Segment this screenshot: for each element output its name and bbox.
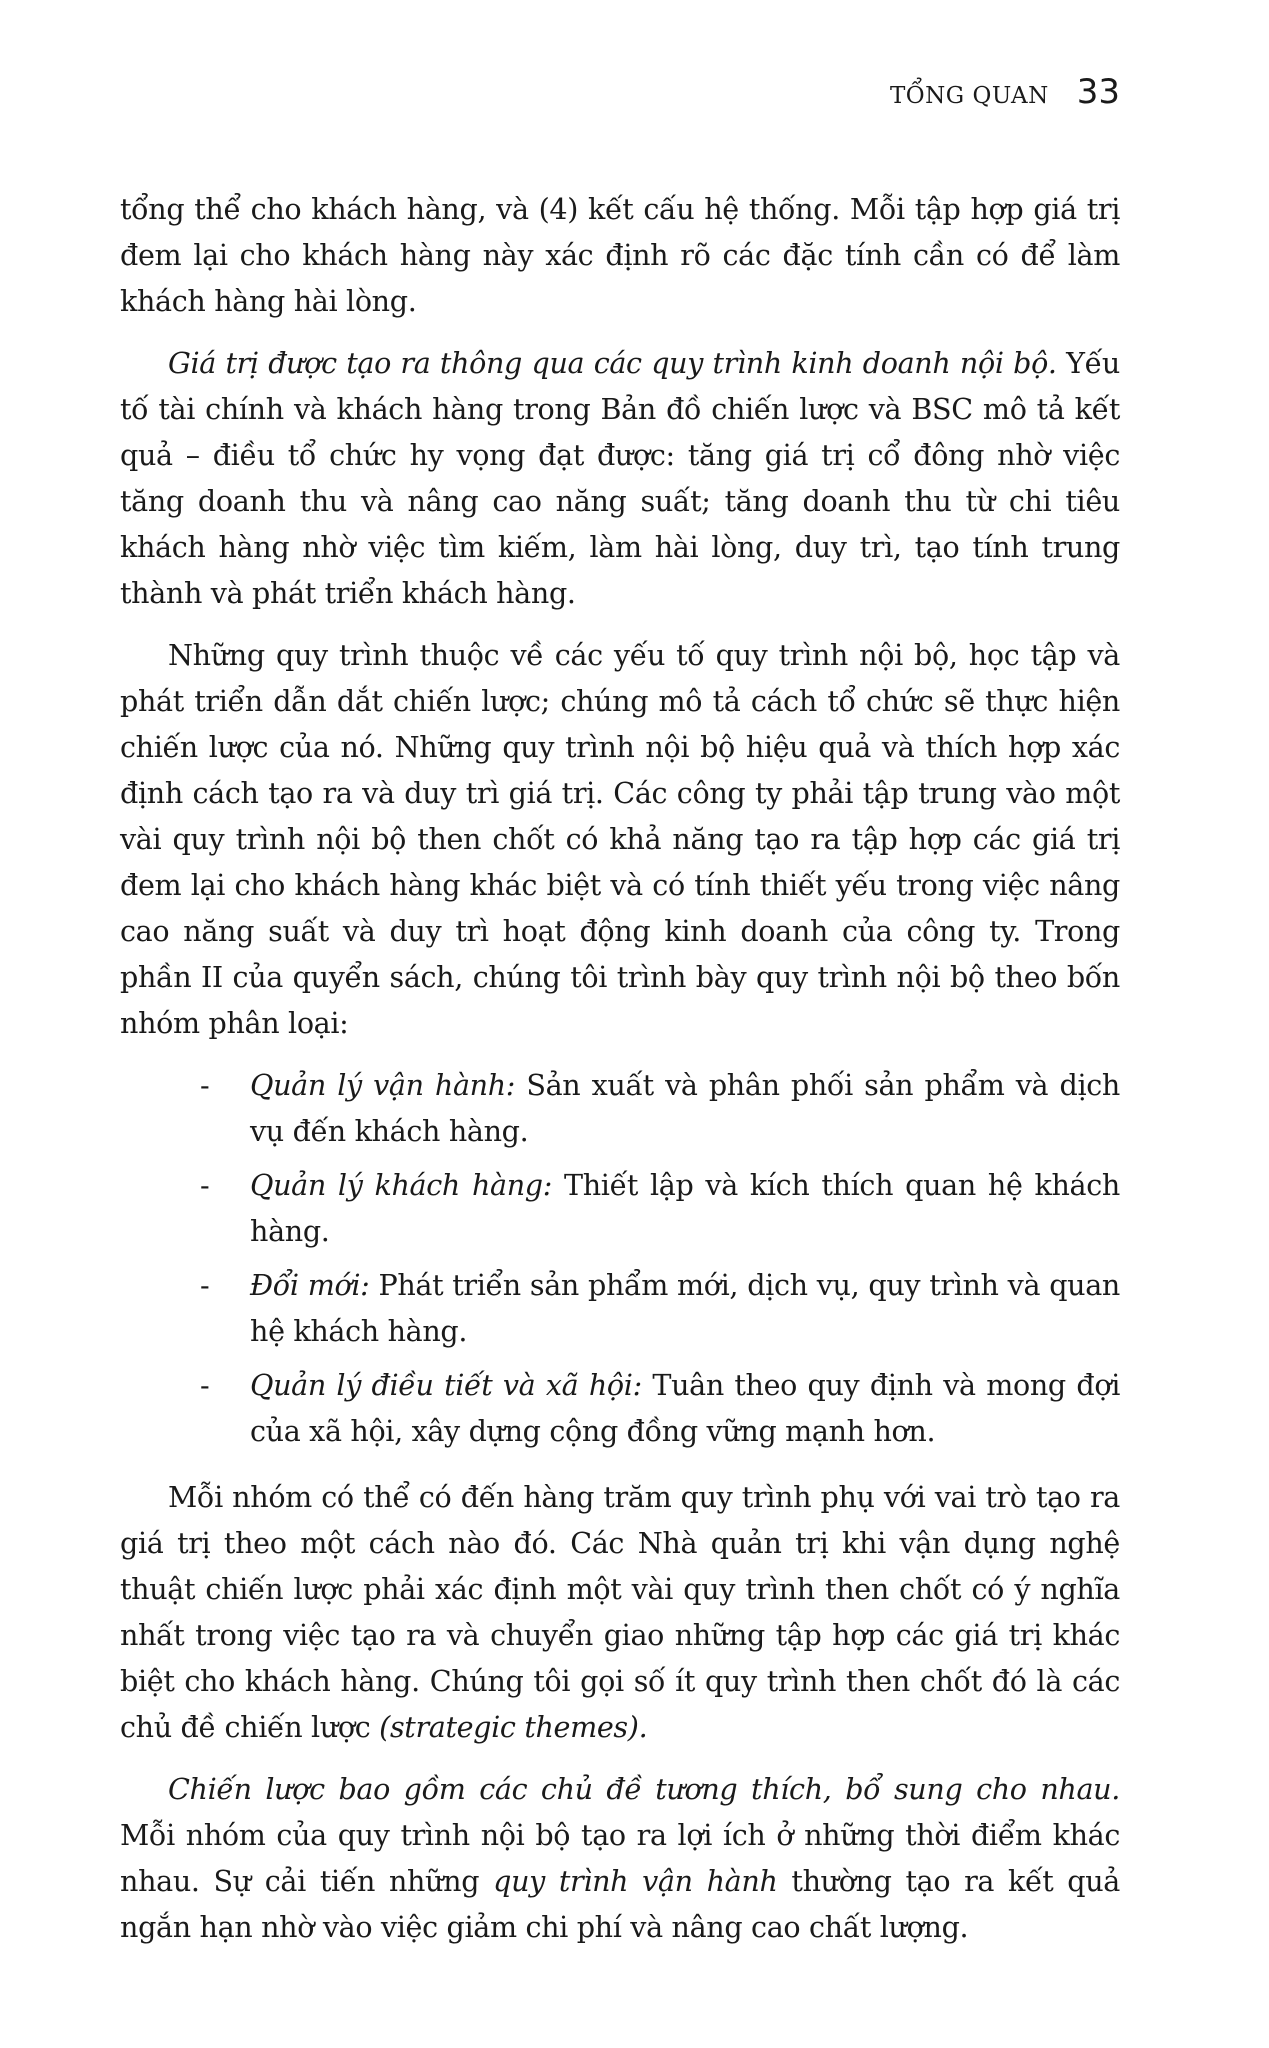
paragraph-lead-italic: Giá trị được tạo ra thông qua các quy trình kinh doanh nội bộ. (168, 346, 1057, 380)
list-item-description: Sản xuất và phân phối sản phẩm và dịch vụ đến khách hàng. (250, 1068, 1120, 1148)
paragraph-complementary-themes (120, 1766, 1120, 1950)
section-name: TỔNG QUAN (889, 83, 1049, 109)
paragraph-mid-italic: quy trình vận hành (493, 1864, 778, 1898)
paragraph-text: Yếu tố tài chính và khách hàng trong Bản đồ chiến lược và BSC mô tả kết quả – điều tổ chức hy vọng đạt được: tăng giá trị cổ đông nhờ việc tăng doanh thu và nâng cao năng suất; tăng doanh thu từ chi tiêu khách hàng nhờ việc tìm kiếm, làm hài lòng, duy trì, tạo tính trung thành và phát triển khách hàng. (120, 346, 1120, 610)
paragraph-strategic-themes (120, 1474, 1120, 1750)
paragraph-text: Mỗi nhóm có thể có đến hàng trăm quy trình phụ với vai trò tạo ra giá trị theo một cách nào đó. Các Nhà quản trị khi vận dụng nghệ thuật chiến lược phải xác định một vài quy trình then chốt có ý nghĩa nhất trong việc tạo ra và chuyển giao những tập hợp các giá trị khác biệt cho khách hàng. Chúng tôi gọi số ít quy trình then chốt đó là các chủ đề chiến lược (120, 1480, 1120, 1744)
list-bullet: - (200, 1268, 210, 1302)
list-bullet: - (200, 1068, 210, 1102)
list-item-description: Phát triển sản phẩm mới, dịch vụ, quy trình và quan hệ khách hàng. (250, 1268, 1120, 1348)
list-item-description: Tuân theo quy định và mong đợi của xã hội, xây dựng cộng đồng vững mạnh hơn. (250, 1368, 1120, 1448)
paragraph-text: Những quy trình thuộc về các yếu tố quy trình nội bộ, học tập và phát triển dẫn dắt chiến lược; chúng mô tả cách tổ chức sẽ thực hiện chiến lược của nó. Những quy trình nội bộ hiệu quả và thích hợp xác định cách tạo ra và duy trì giá trị. Các công ty phải tập trung vào một vài quy trình nội bộ then chốt có khả năng tạo ra tập hợp các giá trị đem lại cho khách hàng khác biệt và có tính thiết yếu trong việc nâng cao năng suất và duy trì hoạt động kinh doanh của công ty. Trong phần II của quyển sách, chúng tôi trình bày quy trình nội bộ theo bốn nhóm phân loại: (120, 638, 1120, 1040)
list-item-term: Quản lý điều tiết và xã hội: (250, 1368, 642, 1402)
process-group-list (120, 1062, 1120, 1454)
paragraph-internal-processes (120, 632, 1120, 1046)
list-item (120, 1162, 1120, 1254)
paragraph-trail-italic: (strategic themes). (379, 1710, 648, 1744)
body-text (120, 186, 1120, 1966)
list-item-term: Đổi mới: (250, 1268, 370, 1302)
list-item (120, 1062, 1120, 1154)
book-page (120, 0, 1120, 2048)
page-number: 33 (1076, 72, 1120, 112)
list-item (120, 1362, 1120, 1454)
paragraph-lead-italic: Chiến lược bao gồm các chủ đề tương thích, bổ sung cho nhau. (168, 1772, 1120, 1806)
list-item-term: Quản lý vận hành: (250, 1068, 516, 1102)
list-bullet: - (200, 1368, 210, 1402)
list-bullet: - (200, 1168, 210, 1202)
paragraph-continuation (120, 186, 1120, 324)
list-item (120, 1262, 1120, 1354)
list-item-term: Quản lý khách hàng: (250, 1168, 553, 1202)
paragraph-text: tổng thể cho khách hàng, và (4) kết cấu hệ thống. Mỗi tập hợp giá trị đem lại cho khách hàng này xác định rõ các đặc tính cần có để làm khách hàng hài lòng. (120, 192, 1120, 318)
paragraph-text: Mỗi nhóm của quy trình nội bộ tạo ra lợi ích ở những thời điểm khác nhau. Sự cải tiến những (120, 1818, 1120, 1898)
list-item-description: Thiết lập và kích thích quan hệ khách hàng. (250, 1168, 1120, 1248)
paragraph-text-after: thường tạo ra kết quả ngắn hạn nhờ vào việc giảm chi phí và nâng cao chất lượng. (120, 1864, 1121, 1944)
running-header (890, 72, 1120, 112)
paragraph-value-creation (120, 340, 1120, 616)
